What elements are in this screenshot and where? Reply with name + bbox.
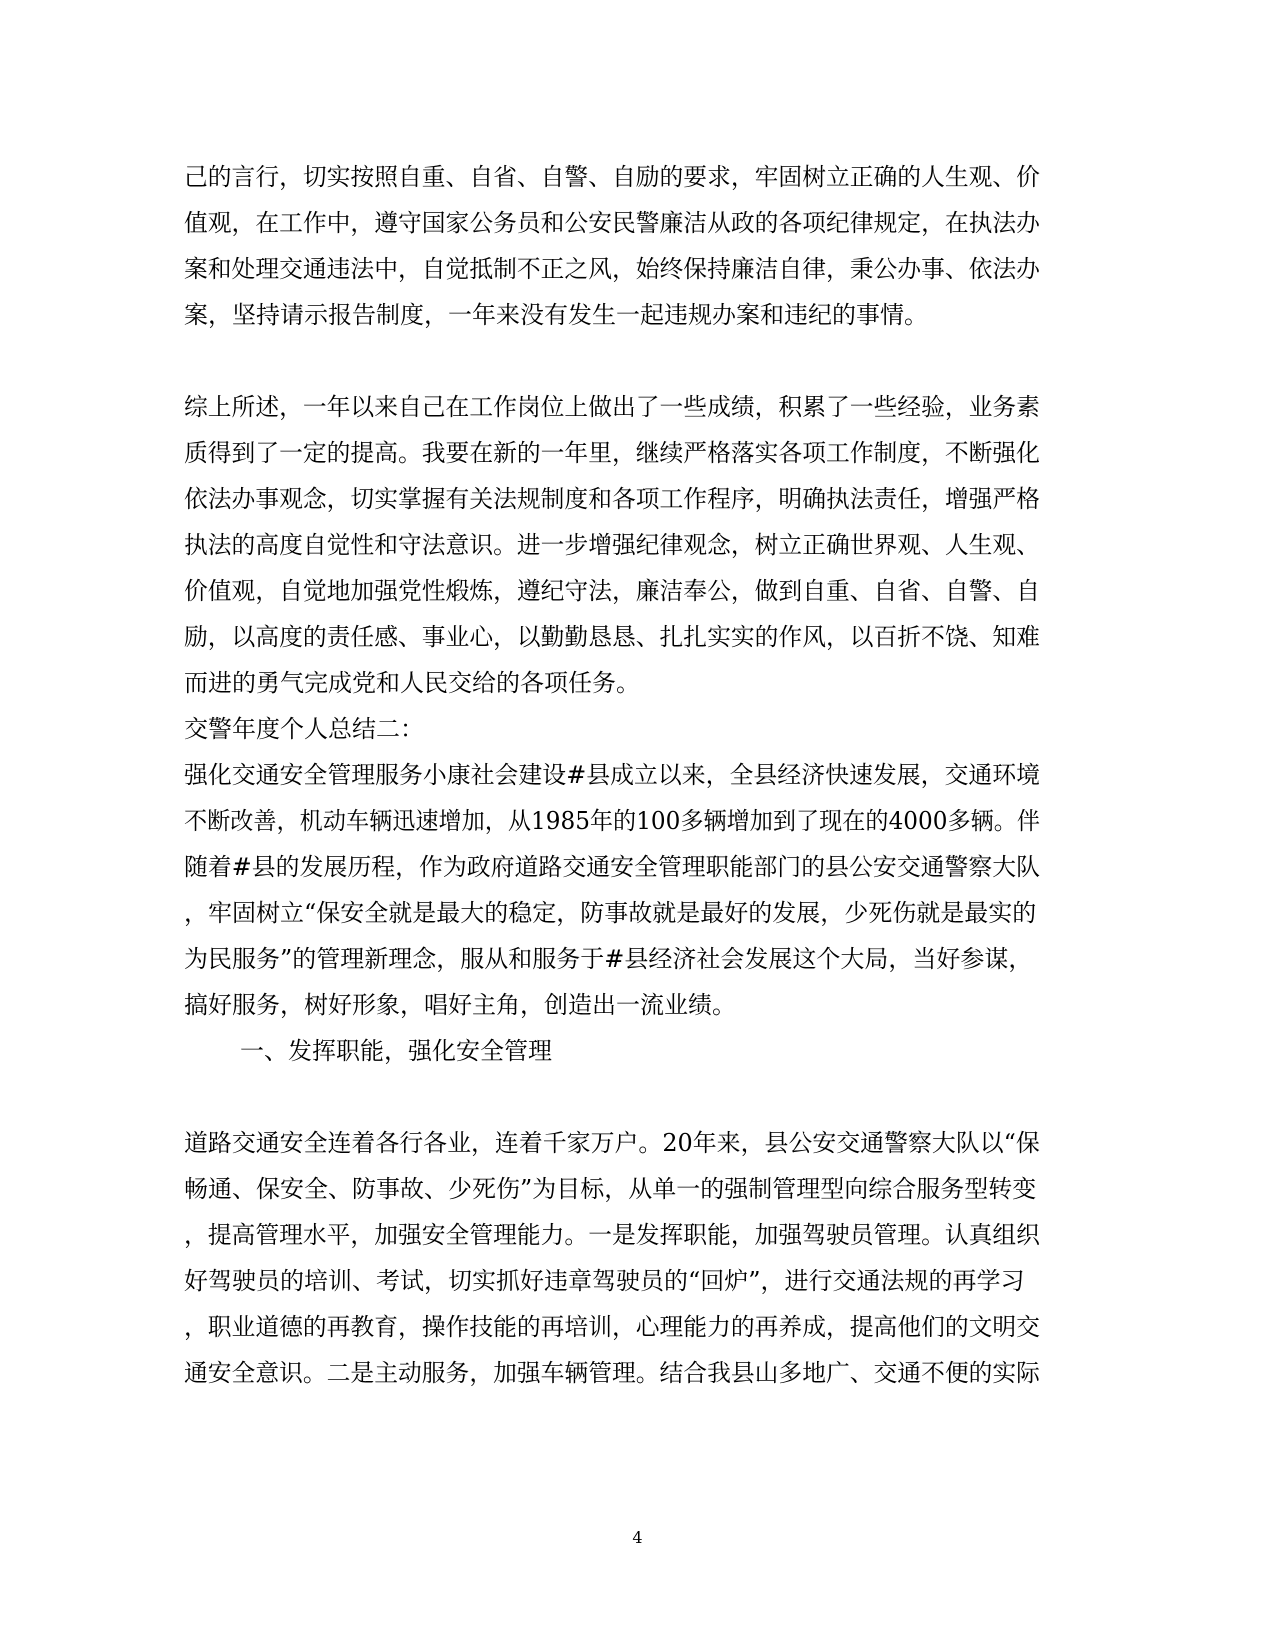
text-line: 为民服务”的管理新理念，服从和服务于#县经济社会发展这个大局，当好参谋， [184, 945, 1033, 973]
text-line: ，牢固树立“保安全就是最大的稳定，防事故就是最好的发展，少死伤就是最实的 [184, 899, 1037, 927]
text-line: 综上所述，一年以来自己在工作岗位上做出了一些成绩，积累了一些经验，业务素 [184, 393, 1040, 421]
text-line: ，职业道德的再教育，操作技能的再培训，心理能力的再养成，提高他们的文明交 [184, 1313, 1040, 1341]
text-line: 依法办事观念，切实掌握有关法规制度和各项工作程序，明确执法责任，增强严格 [184, 485, 1040, 513]
page-number: 4 [632, 1528, 643, 1547]
subsection-heading: 一、发挥职能，强化安全管理 [240, 1037, 552, 1065]
text-line: 道路交通安全连着各行各业，连着千家万户。20年来，县公安交通警察大队以“保 [184, 1129, 1040, 1157]
text-line: 好驾驶员的培训、考试，切实抓好违章驾驶员的“回炉”，进行交通法规的再学习 [184, 1267, 1025, 1295]
text-line: 案和处理交通违法中，自觉抵制不正之风，始终保持廉洁自律，秉公办事、依法办 [184, 255, 1040, 283]
text-line: 强化交通安全管理服务小康社会建设#县成立以来，全县经济快速发展，交通环境 [184, 761, 1041, 789]
text-line: 通安全意识。二是主动服务，加强车辆管理。结合我县山多地广、交通不便的实际 [184, 1359, 1040, 1387]
text-line: 畅通、保安全、防事故、少死伤”为目标，从单一的强制管理型向综合服务型转变 [184, 1175, 1037, 1203]
text-line: 质得到了一定的提高。我要在新的一年里，继续严格落实各项工作制度，不断强化 [184, 439, 1040, 467]
text-line: 执法的高度自觉性和守法意识。进一步增强纪律观念，树立正确世界观、人生观、 [184, 531, 1040, 559]
text-line: 而进的勇气完成党和人民交给的各项任务。 [184, 669, 640, 697]
text-line: 励，以高度的责任感、事业心，以勤勤恳恳、扎扎实实的作风，以百折不饶、知难 [184, 623, 1040, 651]
section-heading: 交警年度个人总结二： [184, 715, 424, 743]
text-line: 价值观，自觉地加强党性煅炼，遵纪守法，廉洁奉公，做到自重、自省、自警、自 [184, 577, 1040, 605]
text-line: ，提高管理水平，加强安全管理能力。一是发挥职能，加强驾驶员管理。认真组织 [184, 1221, 1040, 1249]
text-line: 随着#县的发展历程，作为政府道路交通安全管理职能部门的县公安交通警察大队 [184, 853, 1041, 881]
text-line: 案，坚持请示报告制度，一年来没有发生一起违规办案和违纪的事情。 [184, 301, 928, 329]
text-line: 搞好服务，树好形象，唱好主角，创造出一流业绩。 [184, 991, 736, 1019]
text-line: 值观，在工作中，遵守国家公务员和公安民警廉洁从政的各项纪律规定，在执法办 [184, 209, 1040, 237]
text-line: 不断改善，机动车辆迅速增加，从1985年的100多辆增加到了现在的4000多辆。伴 [184, 807, 1041, 835]
text-line: 己的言行，切实按照自重、自省、自警、自励的要求，牢固树立正确的人生观、价 [184, 163, 1040, 191]
